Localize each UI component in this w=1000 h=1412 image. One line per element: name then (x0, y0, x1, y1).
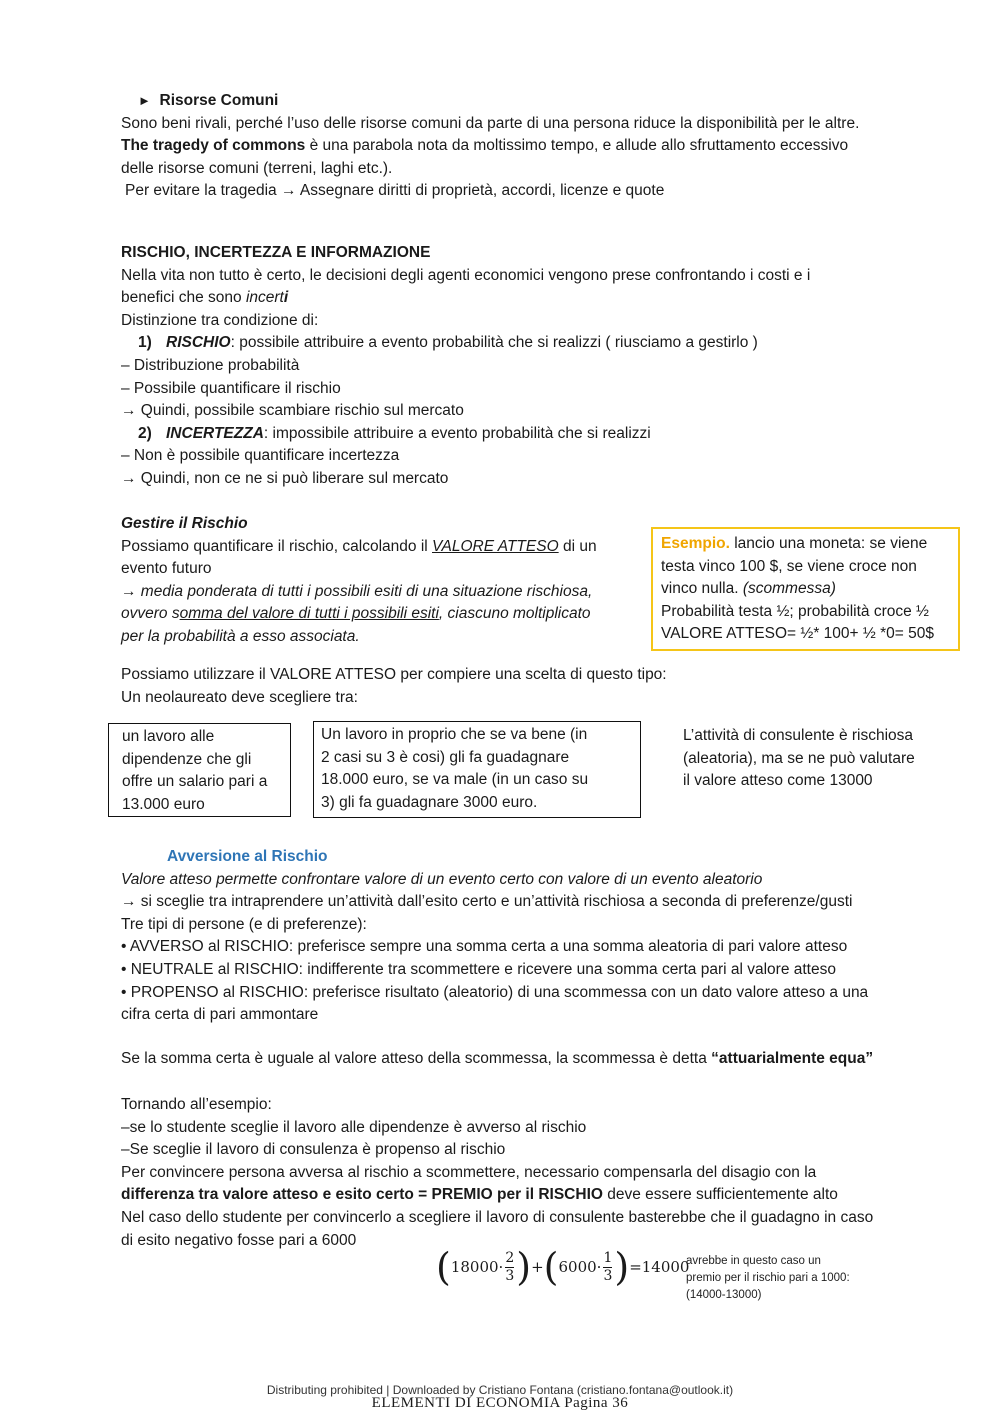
term-incertezza: INCERTEZZA (166, 424, 264, 442)
text-line (121, 536, 641, 559)
formula-term: 6000· (558, 1258, 602, 1276)
text-line: evento futuro (121, 560, 212, 578)
download-notice: Distributing prohibited | Downloaded by Cristiano Fontana (cristiano.fontana@outlook.it) (266, 1383, 734, 1397)
choice-box-proprio (313, 721, 641, 818)
text-line (121, 1184, 951, 1207)
box-line: Un lavoro in proprio che se va bene (in (321, 726, 588, 743)
note-line: (14000-13000) (686, 1289, 762, 1301)
text-line: di esito negativo fosse pari a 6000 (121, 1231, 357, 1249)
text-line: Nel caso dello studente per convincerlo a scegliere il lavoro di consulente basterebbe che il guadagno in caso (121, 1208, 874, 1226)
text-line: Probabilità testa ½; probabilità croce ½ (661, 602, 929, 620)
text-span: lancio una moneta: se viene (729, 535, 928, 552)
box-line: offre un salario pari a (122, 773, 268, 791)
section-scelta (121, 664, 951, 709)
section-gestire-rischio (121, 513, 641, 649)
text-span: benefici che sono (121, 289, 246, 307)
numerator: 2 (505, 1249, 515, 1266)
text-line: Nella vita non tutto è certo, le decisioni degli agenti economici vengono prese confrontando i costi e i (121, 266, 811, 284)
list-number: 1) (138, 334, 152, 352)
text-line: cifra certa di pari ammontare (121, 1006, 319, 1024)
box-line: dipendenze che gli (122, 750, 252, 768)
list-item-incertezza (121, 423, 951, 446)
section-equa (121, 1048, 951, 1071)
bold-italic-span: i (283, 289, 289, 307)
text-line: → Quindi, non ce ne si può liberare sul mercato (121, 469, 449, 487)
box-line: 13.000 euro (122, 795, 205, 813)
text-span: deve essere sufficientemente alto (602, 1186, 838, 1204)
text-line: L’attività di consulente è rischiosa (683, 727, 914, 744)
avversione-heading: Avversione al Rischio (167, 848, 328, 865)
risorse-heading: Risorse Comuni (159, 92, 279, 109)
text-span: : possibile attribuire a evento probabilità che si realizzi ( riusciamo a gestirlo ) (230, 334, 758, 352)
box-line: 18.000 euro, se va male (in un caso su (321, 771, 589, 789)
box-line: un lavoro alle (122, 728, 215, 745)
note-line: avrebbe in questo caso un (686, 1255, 821, 1267)
text-line: (aleatoria), ma se ne può valutare (683, 749, 915, 767)
text-line (661, 533, 950, 556)
section-rischio (121, 242, 951, 491)
text-line: Tornando all’esempio: (121, 1096, 272, 1113)
text-line: Un neolaureato deve scegliere tra: (121, 688, 358, 706)
list-item-rischio (121, 332, 951, 355)
paren-open: ( (543, 1245, 559, 1289)
underlined-term: VALORE ATTESO (432, 537, 559, 555)
rischio-heading: RISCHIO, INCERTEZZA E INFORMAZIONE (121, 244, 431, 261)
text-line: –Se sceglie il lavoro di consulenza è propenso al rischio (121, 1141, 506, 1159)
gestire-heading: Gestire il Rischio (121, 515, 248, 532)
text-line: Tre tipi di persone (e di preferenze): (121, 915, 367, 933)
text-line: • NEUTRALE al RISCHIO: indifferente tra scommettere e ricevere una somma certa pari al valore atteso (121, 960, 836, 978)
text-line: – Possibile quantificare il rischio (121, 379, 341, 397)
text-span: : impossibile attribuire a evento probabilità che si realizzi (263, 424, 651, 442)
section-risorse-comuni (121, 90, 951, 203)
page-footer: ELEMENTI DI ECONOMIA Pagina 36 (371, 1395, 629, 1411)
text-span: ovvero s (121, 605, 180, 623)
text-line (121, 603, 641, 626)
triangle-bullet-icon: ► (138, 93, 151, 108)
esempio-box (651, 527, 960, 651)
text-line: → Quindi, possibile scambiare rischio sul mercato (121, 402, 464, 420)
underlined-span: omma del valore di tutti i possibili esiti (179, 605, 439, 623)
denominator: 3 (505, 1267, 515, 1284)
choice-box-dipendente (108, 723, 291, 817)
text-line: Valore atteso permette confrontare valore di un evento certo con valore di un evento aleatorio (121, 870, 763, 888)
esempio-label: Esempio. (661, 535, 730, 552)
fraction (505, 1250, 514, 1285)
text-span: , ciascuno moltiplicato (438, 605, 591, 623)
text-line: • PROPENSO al RISCHIO: preferisce risultato (aleatorio) di una scommessa con un dato valore atteso a una (121, 983, 869, 1001)
fraction (603, 1250, 612, 1285)
risorse-heading-line (121, 90, 951, 113)
text-line (121, 1048, 951, 1071)
formula-term: 18000· (450, 1258, 504, 1276)
text-line: testa vinco 100 $, se viene croce non (661, 557, 917, 575)
box-line: 2 casi su 3 è cosi) gli fa guadagnare (321, 748, 570, 766)
paren-close: ) (516, 1245, 532, 1289)
text-span: di un (558, 537, 597, 555)
text-line: Possiamo utilizzare il VALORE ATTESO per compiere una scelta di questo tipo: (121, 666, 667, 683)
text-line: – Distribuzione probabilità (121, 356, 300, 374)
numerator: 1 (603, 1249, 613, 1266)
italic-span: (scommessa) (742, 580, 836, 598)
paren-close: ) (614, 1245, 630, 1289)
text-line (121, 287, 951, 310)
term-rischio: RISCHIO (166, 334, 231, 352)
text-line: per la probabilità a esso associata. (121, 627, 360, 645)
text-line: il valore atteso come 13000 (683, 772, 873, 790)
text-line: → media ponderata di tutti i possibili esiti di una situazione rischiosa, (121, 582, 593, 600)
denominator: 3 (603, 1267, 613, 1284)
text-line: –se lo studente sceglie il lavoro alle dipendenze è avverso al rischio (121, 1118, 587, 1136)
text-span: Se la somma certa è uguale al valore atteso della scommessa, la scommessa è detta (121, 1050, 712, 1067)
text-line: – Non è possibile quantificare incertezza (121, 447, 400, 465)
plus-sign: + (531, 1258, 544, 1276)
formula-result: =14000 (629, 1258, 690, 1276)
list-number: 2) (138, 424, 152, 442)
paren-open: ( (436, 1245, 451, 1289)
section-avversione (121, 846, 951, 1027)
text-line (661, 578, 950, 601)
text-line: → si sceglie tra intraprendere un’attività dall’esito certo e un’attività rischiosa a seconda di preferenze/gusti (121, 893, 853, 911)
text-line: • AVVERSO al RISCHIO: preferisce sempre una somma certa a una somma aleatoria di pari valore atteso (121, 938, 848, 956)
bold-term: differenza tra valore atteso e esito certo = PREMIO per il RISCHIO (121, 1186, 603, 1204)
text-span: vinco nulla. (661, 580, 743, 598)
text-line: Per evitare la tragedia → Assegnare diritti di proprietà, accordi, licenze e quote (125, 182, 665, 200)
premio-note (686, 1253, 850, 1304)
italic-span: incert (245, 289, 284, 307)
section-tornando (121, 1094, 951, 1252)
text-line: Per convincere persona avversa al rischio a scommettere, necessario compensarla del disagio con la (121, 1163, 817, 1181)
box-line: 3) gli fa guadagnare 3000 euro. (321, 793, 538, 811)
bold-term: The tragedy of commons (121, 137, 306, 155)
text-line (121, 135, 951, 158)
bold-term: “attuarialmente equa” (711, 1050, 874, 1067)
text-line: Sono beni rivali, perché l’uso delle risorse comuni da parte di una persona riduce la disponibilità per le altre. (121, 114, 860, 132)
text-span: Possiamo quantificare il rischio, calcolando il (121, 537, 433, 555)
text-span: è una parabola nota da moltissimo tempo, e allude allo sfruttamento eccessivo (305, 137, 849, 155)
text-line: Distinzione tra condizione di: (121, 311, 319, 329)
text-line: VALORE ATTESO= ½* 100+ ½ *0= 50$ (661, 625, 934, 643)
expected-value-formula (436, 1247, 689, 1287)
note-line: premio per il rischio pari a 1000: (686, 1272, 850, 1284)
consulente-note (683, 725, 963, 793)
text-line: delle risorse comuni (terreni, laghi etc.). (121, 159, 393, 177)
